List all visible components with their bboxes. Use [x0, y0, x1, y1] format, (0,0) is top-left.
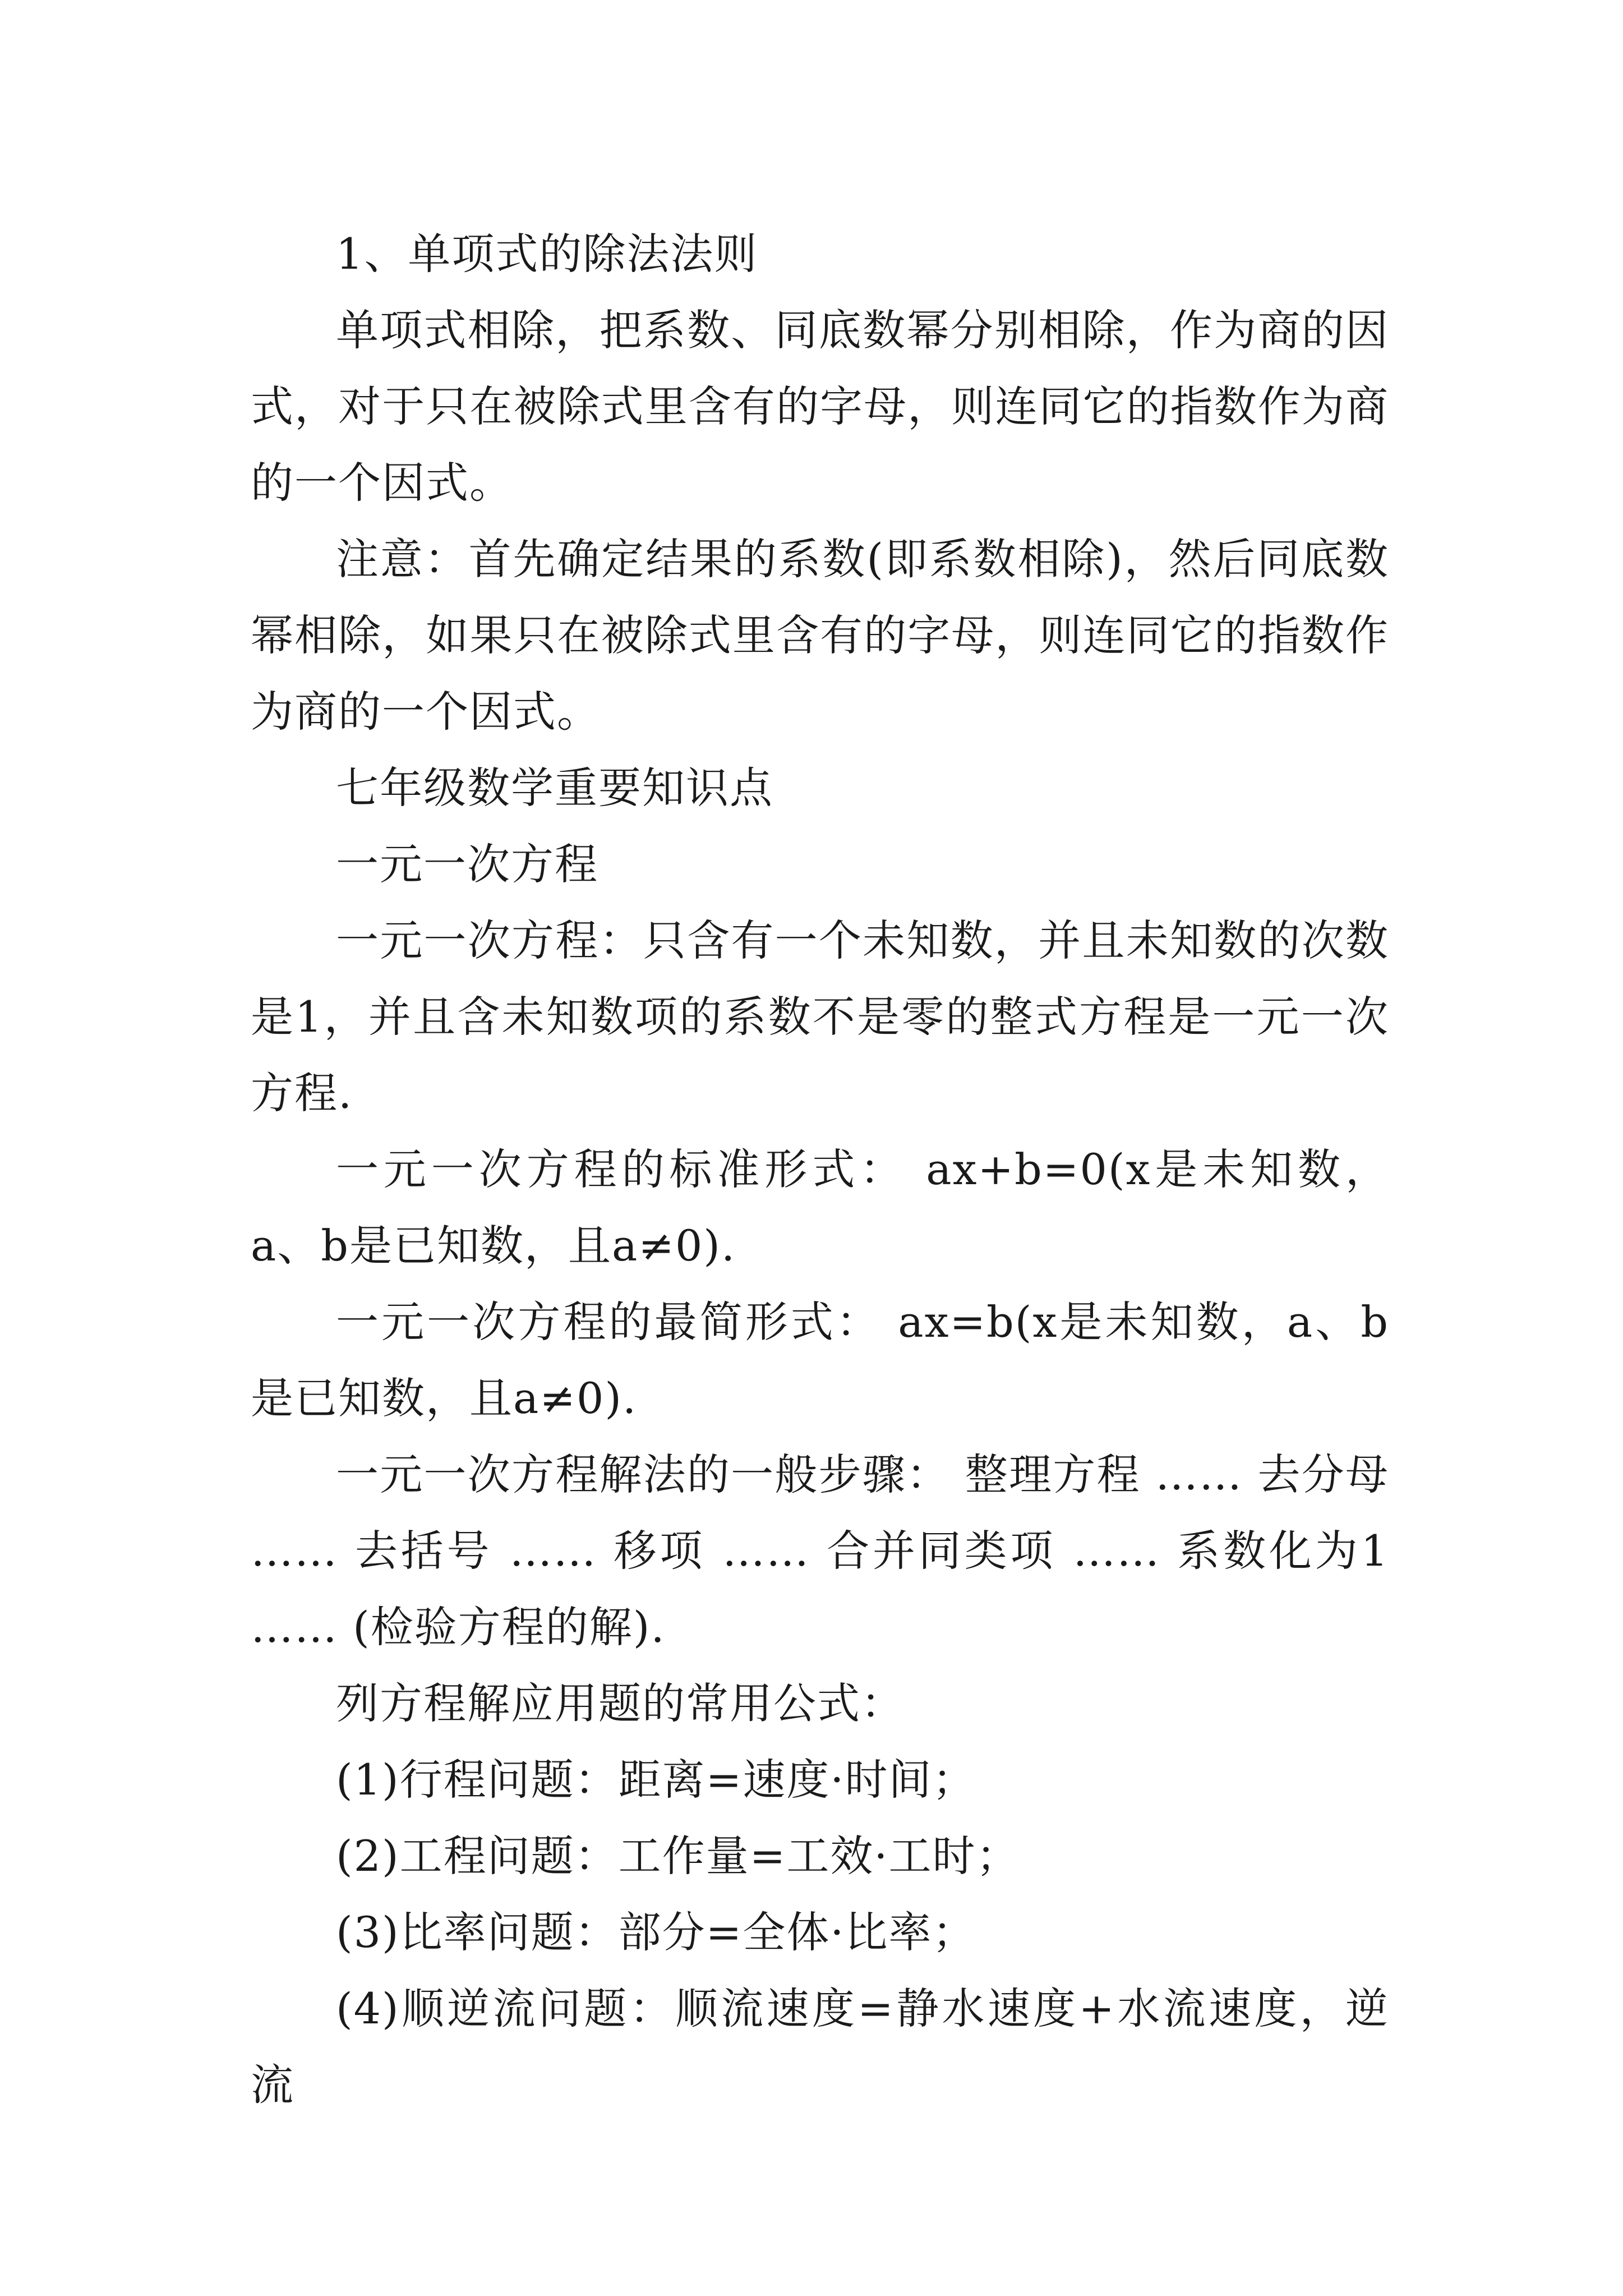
- list-item-work-problem: (2)工程问题：工作量=工效·工时；: [336, 1831, 1020, 1881]
- paragraph-standard-form: 一元一次方程的标准形式： ax+b=0(x是未知数，a、b是已知数，且a≠0).: [251, 1144, 1389, 1271]
- heading-monomial-division-rule: 1、单项式的除法法则: [336, 229, 758, 279]
- heading-grade7-key-points: 七年级数学重要知识点: [336, 763, 773, 813]
- paragraph-note: 注意：首先确定结果的系数(即系数相除)，然后同底数幂相除，如果只在被除式里含有的字母，则连同它的指数作为商的一个因式。: [251, 534, 1389, 737]
- list-item-travel-problem: (1)行程问题：距离=速度·时间；: [336, 1755, 976, 1805]
- heading-linear-equation: 一元一次方程: [336, 839, 598, 889]
- document-body: [251, 216, 1389, 2123]
- paragraph-linear-equation-definition: 一元一次方程：只含有一个未知数，并且未知数的次数是1，并且含未知数项的系数不是零的整式方程是一元一次方程.: [251, 915, 1389, 1118]
- list-item-ratio-problem: (3)比率问题：部分=全体·比率；: [336, 1907, 976, 1957]
- paragraph-simplest-form: 一元一次方程的最简形式： ax=b(x是未知数，a、b是已知数，且a≠0).: [251, 1297, 1389, 1423]
- heading-common-formulas: 列方程解应用题的常用公式：: [336, 1678, 905, 1728]
- paragraph-monomial-division-definition: 单项式相除，把系数、同底数幂分别相除，作为商的因式，对于只在被除式里含有的字母，则连同它的指数作为商的一个因式。: [251, 305, 1389, 508]
- paragraph-solution-steps: 一元一次方程解法的一般步骤： 整理方程 …… 去分母 …… 去括号 …… 移项 …… 合并同类项 …… 系数化为1 …… (检验方程的解).: [251, 1450, 1389, 1652]
- list-item-current-problem: (4)顺逆流问题：顺流速度=静水速度+水流速度，逆流: [251, 1984, 1389, 2110]
